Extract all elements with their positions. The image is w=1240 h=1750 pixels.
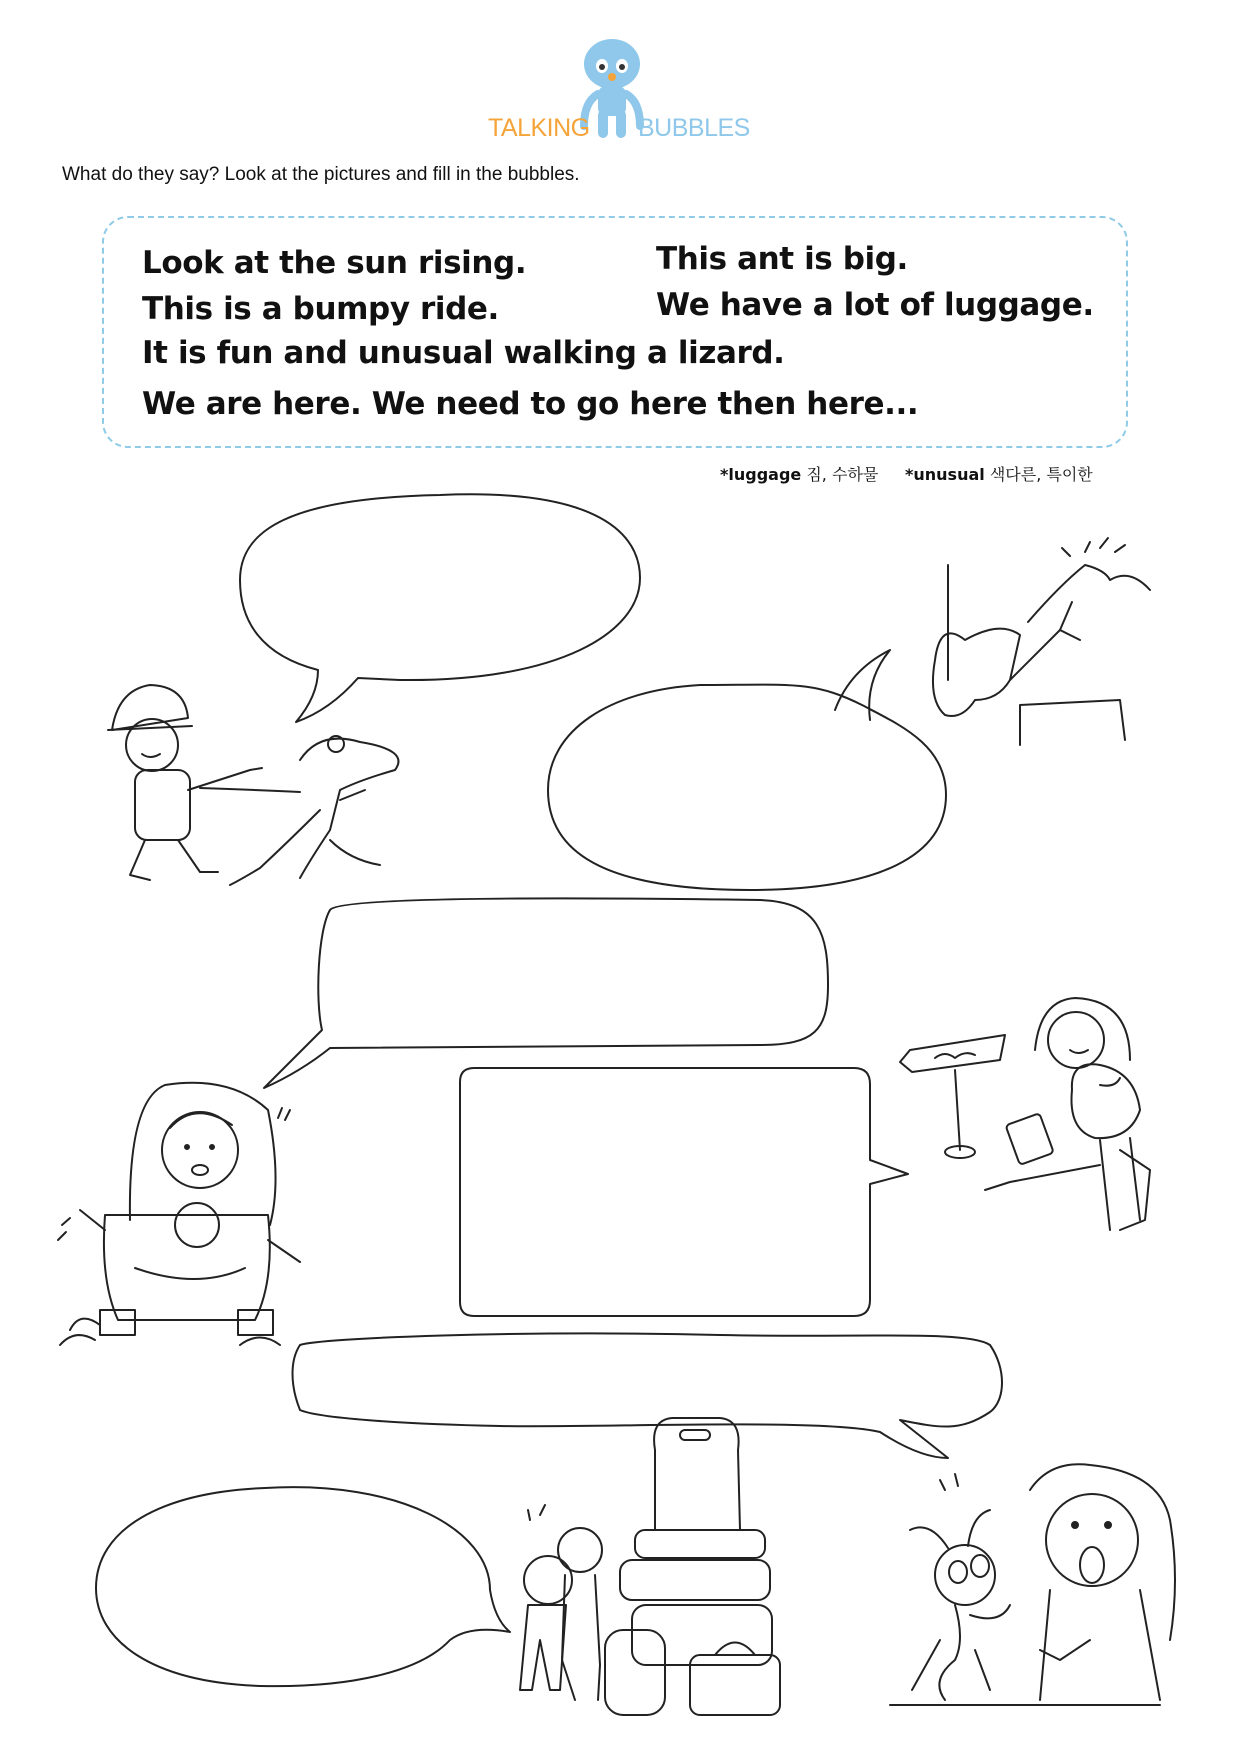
glossary-meaning: 색다른, 특이한 [989,465,1093,484]
phrase-lizard: It is fun and unusual walking a lizard. [142,335,785,371]
glossary-word: *unusual [905,465,985,484]
boy-surprised-by-ant-illustration [890,1464,1175,1705]
glossary-word: *luggage [720,465,802,484]
children-with-luggage-illustration [520,1418,780,1715]
boy-walking-lizard-illustration [108,685,398,885]
phrase-sun: Look at the sun rising. [142,245,527,281]
boy-driving-bumpy-car-illustration [58,1083,300,1345]
person-pointing-at-sunrise-illustration [933,538,1150,745]
mother-and-child-with-map-illustration [900,998,1150,1230]
phrase-map: We are here. We need to go here then here... [142,386,919,422]
speech-bubble-4 [460,1068,908,1316]
speech-bubble-5 [293,1333,1003,1458]
phrase-bumpy: This is a bumpy ride. [142,291,499,327]
logo-text-bubbles: BUBBLES [638,114,750,142]
logo-text-talking: TALKING [488,114,590,142]
speech-bubble-3 [264,898,828,1088]
phrase-luggage: We have a lot of luggage. [656,287,1094,323]
instructions-text: What do they say? Look at the pictures and fill in the bubbles. [62,164,580,185]
speech-bubble-2 [548,650,946,890]
glossary-meaning: 짐, 수하물 [806,465,879,484]
speech-bubble-1 [240,494,640,722]
speech-bubble-6 [96,1487,510,1686]
phrase-ant: This ant is big. [656,241,908,277]
